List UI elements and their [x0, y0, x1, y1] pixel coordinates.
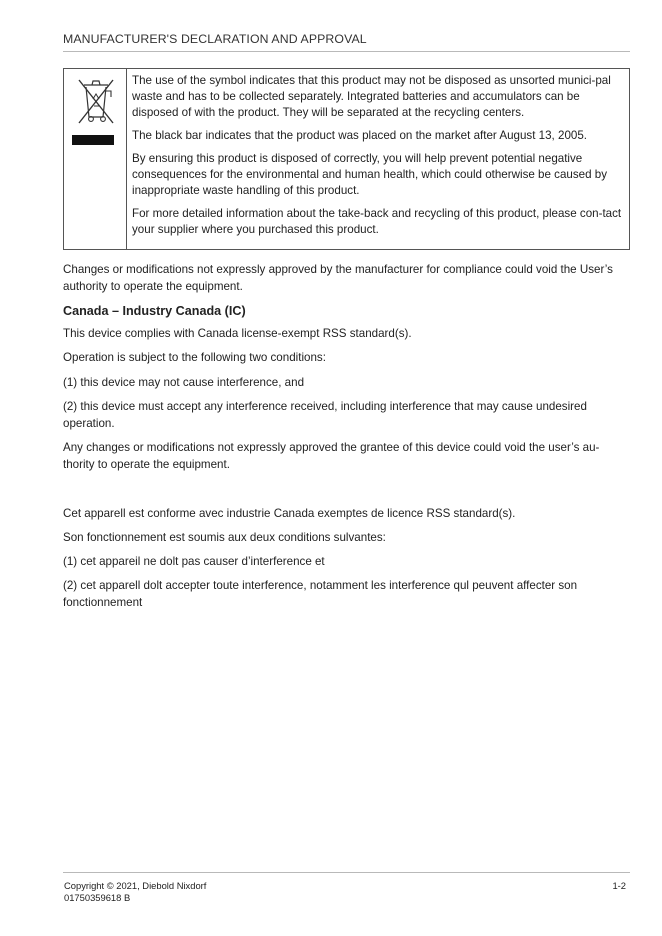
canada-english-line: Operation is subject to the following two conditions: [63, 351, 326, 364]
weee-paragraph: For more detailed information about the take-back and recycling of this product, please con-tact your supplier where you purchased this product. [132, 207, 622, 236]
changes-notice: Changes or modifications not expressly approved by the manufacturer for compliance could void the User’s authority to operate the equipment. [63, 263, 613, 293]
weee-paragraph: The black bar indicates that the product was placed on the market after August 13, 2005. [132, 128, 588, 142]
canada-french-line: (1) cet appareil ne dolt pas causer d’interference et [63, 555, 325, 568]
header-divider [63, 51, 630, 52]
footer-page-number: 1-2 [612, 880, 626, 891]
canada-english-line: (1) this device may not cause interference, and [63, 376, 305, 389]
canada-section-heading: Canada – Industry Canada (IC) [63, 304, 246, 318]
footer-divider [63, 872, 630, 873]
footer-info [64, 880, 206, 904]
black-bar [72, 135, 114, 145]
footer-copyright: Copyright © 2021, Diebold Nixdorf [64, 880, 207, 891]
weee-text-cell [127, 69, 629, 249]
footer-doc-number: 01750359618 B [64, 892, 131, 903]
canada-french-line: Cet apparell est conforme avec industrie Canada exemptes de licence RSS standard(s). [63, 507, 516, 520]
weee-paragraph: The use of the symbol indicates that this product may not be disposed as unsorted munici-pal waste and has to be collected separately. Integrated batteries and accumulators can be disposed of with the product. They will be separated at the recycling centers. [132, 74, 611, 119]
canada-english-line: Any changes or modifications not expressly approved the grantee of this device could void the user’s au-thority to operate the equipment. [63, 441, 600, 471]
weee-paragraph: By ensuring this product is disposed of correctly, you will help prevent potential negative consequences for the environmental and human health, which could otherwise be caused by inappropriate waste handling of this product. [132, 152, 607, 197]
canada-english-line: (2) this device must accept any interference received, including interference that may cause undesired operation. [63, 400, 587, 430]
crossed-out-wheelie-bin-icon [68, 73, 123, 153]
canada-english-line: This device complies with Canada license-exempt RSS standard(s). [63, 327, 412, 340]
weee-symbol-cell [64, 69, 127, 249]
canada-french-line: (2) cet apparell dolt accepter toute interference, notamment les interference qul peuvent affecter son fonctionnement [63, 579, 578, 609]
page-header-title: MANUFACTURER'S DECLARATION AND APPROVAL [63, 32, 367, 46]
canada-french-line: Son fonctionnement est soumis aux deux conditions sulvantes: [63, 531, 386, 544]
weee-info-table [63, 68, 630, 250]
